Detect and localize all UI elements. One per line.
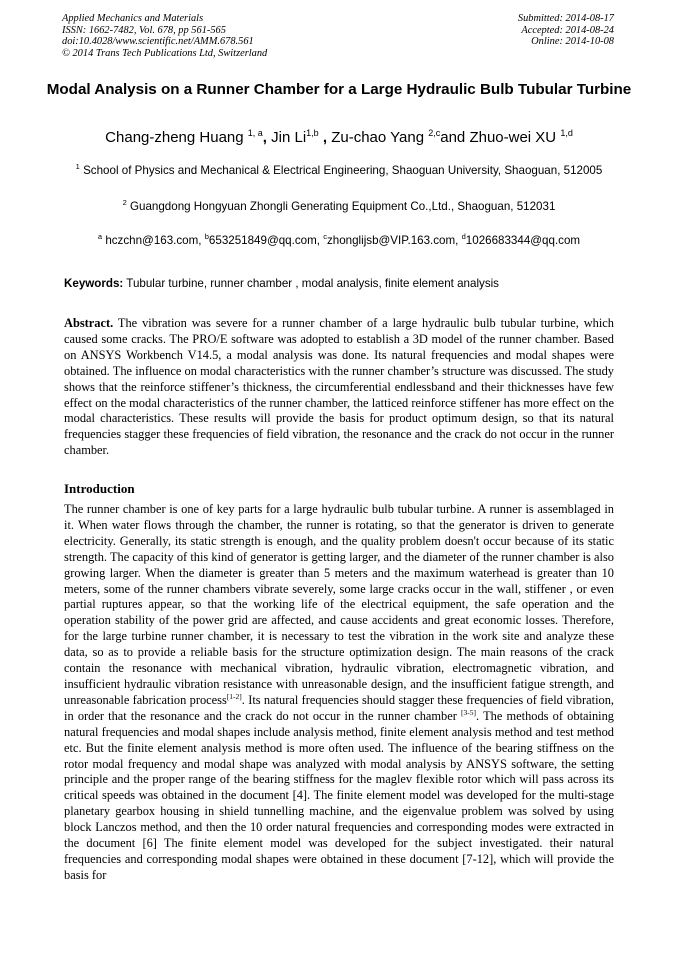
- keywords-label: Keywords:: [64, 277, 124, 290]
- journal-header: [62, 13, 267, 59]
- author-name: Zhuo-wei XU: [469, 129, 557, 146]
- accepted-date: Accepted: 2014-08-24: [521, 24, 614, 36]
- email-mark: d: [461, 232, 466, 241]
- author-separator: and: [440, 129, 466, 146]
- keywords-text: Tubular turbine, runner chamber , modal analysis, finite element analysis: [126, 277, 499, 290]
- abstract: [64, 316, 614, 459]
- author-affiliation-mark: 1,d: [560, 128, 573, 138]
- author-affiliation-mark: 1,b: [306, 128, 319, 138]
- email-mark: c: [323, 232, 327, 241]
- author-affiliation-mark: 1, a: [247, 128, 263, 138]
- paper-title: Modal Analysis on a Runner Chamber for a Large Hydraulic Bulb Tubular Turbine: [46, 81, 632, 98]
- doi-line: doi:10.4028/www.scientific.net/AMM.678.561: [62, 36, 254, 48]
- email-list: [40, 233, 638, 249]
- intro-text: The runner chamber is one of key parts for a large hydraulic bulb tubular turbine. A runner is assemblaged in it. When water flows through the chamber, the runner is rotating, so that the generator is driven to generate electricity. Generally, its static strength is enough, and the quality problem doesn't occur because of its static strength. The capacity of this kind of generator is getting larger, and the diameter of the runner chamber is also growing larger. When the diameter is greater than 5 meters and the maximum waterhead is greater than 10 meters, some of the runner chambers vibrate severely, some large cracks occur in the wall, stiffener , or even partial ruptures appear, so that the working life of the electrical equipment, the safe operation and the operation stability of the power grid are affected, and cause accidents and great economic losses. Therefore, for the large turbine runner chamber, it is necessary to test the vibration in the work site and analyze these data, so as to provide a reliable basis for the structure optimization design. The main reasons of the crack contain the resonance with mechanical vibration, hydraulic vibration, electromagnetic vibration, and insufficient hydraulic vibration resistance with unreasonable design, and the insufficient fatigue strength, and unreasonable fabrication process: [64, 502, 614, 707]
- introduction-paragraph: [64, 502, 614, 884]
- issn-line: ISSN: 1662-7482, Vol. 678, pp 561-565: [62, 24, 226, 36]
- author-separator: ,: [322, 129, 328, 146]
- affiliation-2: [66, 199, 612, 215]
- email-mark: a: [97, 232, 103, 241]
- citation: [3-5]: [461, 707, 477, 717]
- email-mark: b: [204, 232, 209, 241]
- intro-text: . Its natural frequencies should stagger these frequencies of field vibration, in order that the resonance and the crack do not occur in the runner chamber: [64, 692, 615, 723]
- abstract-label: Abstract.: [64, 316, 114, 330]
- affiliation-mark: 1: [75, 162, 80, 171]
- journal-name: Applied Mechanics and Materials: [62, 13, 204, 24]
- intro-text: . The methods of obtaining natural frequencies and modal shapes include analysis method, finite element analysis method and test method etc. But the finite element analysis method is more often used. The influence of the bearing stiffness on the rotor modal frequency and modal shape was analyzed with modal analysis by ANSYS software, the setting principle and the proper range of the bearing stiffness for the maglev flexible rotor which will pass across its critical speeds was obtained in the document [4]. The finite element model was developed for the multi-stage planetary gearbox housing in shield tunnelling machine, and the eigenvalue problem was solved by using block Lanczos method, and then the 10 order natural frequencies and corresponding modes were extracted in the document [6] The finite element model was developed for the subject investigated. their natural frequencies and corresponding modal shapes were obtained in these document [7-12], which will provide the basis for: [64, 708, 614, 882]
- email-address[interactable]: hczchn@163.com,: [105, 234, 202, 247]
- section-heading-introduction: Introduction: [64, 481, 135, 496]
- affiliation-1: [66, 163, 612, 179]
- email-address[interactable]: 653251849@qq.com,: [208, 234, 320, 247]
- abstract-text: The vibration was severe for a runner chamber of a large hydraulic bulb tubular turbine, which caused some cracks. The PRO/E software was adopted to establish a 3D model of the runner chamber. Based on ANSYS Workbench V14.5, a modal analysis was done. Its natural frequencies and modal shapes were obtained. The influence on modal characteristics with the runner chamber’s structure was discussed. The study shows that the reinforce stiffener’s thickness, the circumferential endlessband and their thicknesses have few effect on the modal characteristics of the runner chamber, the latticed reinforce stiffener has more effect on the modal characteristics. These results will provide the basis for product optimum design, so that its natural frequencies stagger these frequencies of field vibration, the resonance and the crack do not occur in the runner chamber.: [64, 316, 614, 458]
- copyright-line: © 2014 Trans Tech Publications Ltd, Switzerland: [62, 47, 268, 59]
- online-date: Online: 2014-10-08: [531, 36, 614, 48]
- affiliation-text: School of Physics and Mechanical & Electrical Engineering, Shaoguan University, Shaoguan, 512005: [83, 164, 603, 177]
- author-affiliation-mark: 2,c: [428, 128, 441, 138]
- author-name: Jin Li: [271, 129, 307, 146]
- author-list: [20, 129, 658, 147]
- email-address[interactable]: 1026683344@qq.com: [465, 234, 581, 247]
- dates-header: [518, 13, 614, 48]
- author-name: Zu-chao Yang: [331, 129, 425, 146]
- affiliation-mark: 2: [122, 198, 127, 207]
- citation: [1-2]: [226, 691, 242, 701]
- keywords: [64, 276, 616, 292]
- email-address[interactable]: zhonglijsb@VIP.163.com,: [326, 234, 459, 247]
- author-name: Chang-zheng Huang: [105, 129, 244, 146]
- author-separator: ,: [262, 129, 267, 146]
- submitted-date: Submitted: 2014-08-17: [517, 13, 614, 24]
- affiliation-text: Guangdong Hongyuan Zhongli Generating Equipment Co.,Ltd., Shaoguan, 512031: [129, 200, 556, 213]
